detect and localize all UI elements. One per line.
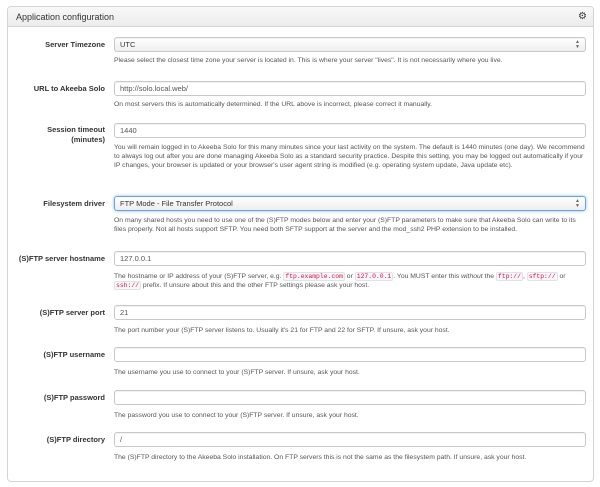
- host-help-emphasis: without: [461, 273, 483, 280]
- port-help: The port number your (S)FTP server listens to. Usually it's 21 for FTP and 22 for SFTP. If unsure, ask your host.: [114, 327, 450, 334]
- host-help-text: or: [559, 273, 566, 280]
- username-label: (S)FTP username: [43, 350, 105, 359]
- select-arrows-icon: ▲ ▼: [575, 197, 580, 209]
- host-example-code: ftp.example.com: [285, 273, 343, 280]
- host-help: [114, 272, 589, 290]
- fsdriver-help: On many shared hosts you need to use one of the (S)FTP modes below and enter your (S)FTP parameters to make sure that Akeeba Solo can write to its files properly. Not all hosts support SFTP. You need both SFTP support at the server and the mod_ssh2 PHP extension to be installed.: [114, 217, 576, 234]
- timezone-help: Please select the closest time zone your server is located in. This is where your server "lives". It is not necessarily where you live.: [114, 57, 503, 64]
- timezone-select[interactable]: [114, 37, 586, 52]
- password-input[interactable]: [114, 390, 586, 405]
- host-label: (S)FTP server hostname: [18, 254, 105, 263]
- username-help: The username you use to connect to your (S)FTP server. If unsure, ask your host.: [114, 369, 360, 376]
- directory-input[interactable]: [114, 432, 586, 447]
- session-help: You will remain logged in to Akeeba Solo for this many minutes since your last activity on the system. The default is 1440 minutes (one day). We recommend to always log out after you are done managing Akeeba Solo as a standard security practice. Despite this setting, you may be logged out automatically if your IP changes, your browser is updated or your browser's user agent string is modified (e.g. operating system update, Java update etc).: [114, 144, 585, 170]
- directory-label: (S)FTP directory: [46, 435, 105, 444]
- host-help-text: the: [484, 273, 495, 280]
- password-help: The password you use to connect to your (S)FTP server. If unsure, ask your host.: [114, 412, 359, 419]
- fsdriver-select[interactable]: [114, 196, 586, 211]
- host-help-text: ,: [522, 273, 525, 280]
- host-help-text: . You MUST enter this: [393, 273, 460, 280]
- timezone-label: Server Timezone: [45, 40, 105, 49]
- panel-title: Application configuration: [16, 11, 115, 22]
- url-input[interactable]: [114, 81, 586, 96]
- ftp-prefix-code: ftp://: [497, 273, 521, 280]
- directory-help: The (S)FTP directory to the Akeeba Solo installation. On FTP servers this is not the same as the filesystem path. If unsure, ask your host.: [114, 454, 527, 461]
- url-help: On most servers this is automatically determined. If the URL above is incorrect, please correct it manually.: [114, 101, 433, 108]
- url-label: URL to Akeeba Solo: [33, 84, 105, 93]
- sftp-prefix-code: sftp://: [528, 273, 556, 280]
- ssh-prefix-code: ssh://: [116, 282, 140, 290]
- host-input[interactable]: [114, 251, 586, 266]
- password-label: (S)FTP password: [43, 393, 105, 402]
- fsdriver-label: Filesystem driver: [43, 199, 105, 208]
- session-timeout-input[interactable]: [114, 123, 586, 138]
- session-label-line2: (minutes): [71, 135, 105, 144]
- host-ip-code: 127.0.0.1: [356, 273, 392, 280]
- application-configuration-panel: [7, 6, 594, 482]
- host-help-text: The hostname or IP address of your (S)FTP server, e.g.: [114, 273, 282, 280]
- port-input[interactable]: [114, 305, 586, 320]
- select-arrows-icon: ▲ ▼: [575, 38, 580, 50]
- gear-icon[interactable]: ⚙: [578, 10, 587, 22]
- host-help-text: prefix. If unsure about this and the other FTP settings please ask your host.: [142, 282, 370, 290]
- panel-header: [8, 7, 593, 27]
- port-label: (S)FTP server port: [39, 308, 105, 317]
- username-input[interactable]: [114, 347, 586, 362]
- session-label-line1: Session timeout: [47, 125, 105, 134]
- timezone-value: UTC: [120, 40, 136, 49]
- session-label: [7, 125, 105, 145]
- host-help-text: or: [346, 273, 353, 280]
- fsdriver-value: FTP Mode - File Transfer Protocol: [120, 199, 233, 208]
